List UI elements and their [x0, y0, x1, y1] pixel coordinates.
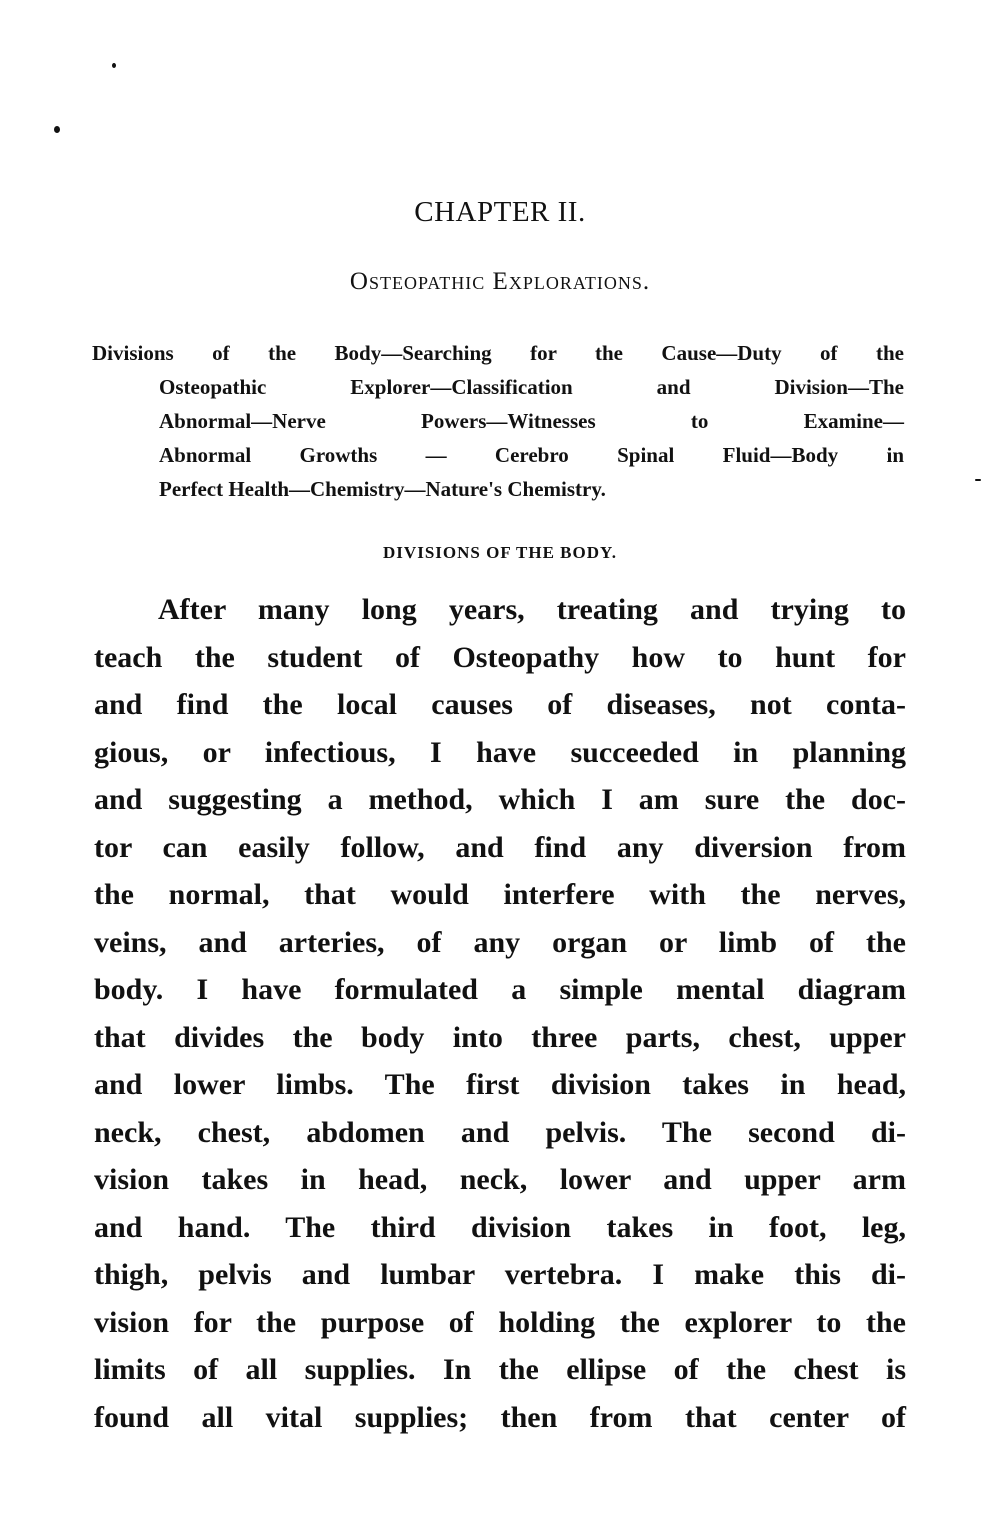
print-speck: [112, 63, 116, 68]
body-line: After many long years, treating and trying to: [158, 593, 906, 626]
body-line: vision takes in head, neck, lower and upper arm: [94, 1163, 906, 1196]
synopsis-line: Abnormal—Nerve Powers—Witnesses to Examine—: [159, 409, 904, 433]
body-line: vision for the purpose of holding the explorer to the: [94, 1305, 906, 1339]
body-line: and suggesting a method, which I am sure the doc-: [94, 783, 906, 816]
section-heading: DIVISIONS OF THE BODY.: [383, 543, 617, 562]
body-line: teach the student of Osteopathy how to hunt for: [94, 640, 906, 674]
body-line: gious, or infectious, I have succeeded in planning: [94, 735, 906, 769]
synopsis-line: Osteopathic Explorer—Classification and Division—The: [159, 375, 904, 399]
body-line: and hand. The third division takes in foot, leg,: [94, 1210, 906, 1244]
print-speck: [975, 479, 981, 481]
body-line: neck, chest, abdomen and pelvis. The second di-: [94, 1115, 906, 1149]
chapter-synopsis: [92, 336, 904, 506]
synopsis-line: Perfect Health—Chemistry—Nature's Chemistry.: [159, 477, 606, 501]
chapter-title: CHAPTER II.: [414, 196, 586, 228]
chapter-subtitle: Osteopathic Explorations.: [349, 268, 651, 295]
body-line: veins, and arteries, of any organ or limb of the: [94, 925, 906, 959]
body-line: that divides the body into three parts, chest, upper: [94, 1020, 906, 1054]
body-line: body. I have formulated a simple mental diagram: [94, 973, 906, 1006]
body-line: and lower limbs. The first division takes in head,: [94, 1068, 906, 1101]
synopsis-line: Abnormal Growths — Cerebro Spinal Fluid—Body in: [159, 443, 904, 467]
body-line: the normal, that would interfere with the nerves,: [94, 878, 906, 911]
body-line: tor can easily follow, and find any diversion from: [94, 830, 906, 864]
body-line: and find the local causes of diseases, not conta-: [94, 688, 906, 721]
body-paragraph: [94, 586, 906, 1441]
body-line: thigh, pelvis and lumbar vertebra. I make this di-: [94, 1258, 906, 1291]
body-line: found all vital supplies; then from that center of: [94, 1400, 906, 1434]
synopsis-line: Divisions of the Body—Searching for the Cause—Duty of the: [92, 341, 904, 365]
body-line: limits of all supplies. In the ellipse of the chest is: [94, 1353, 906, 1386]
print-speck: [54, 126, 60, 133]
